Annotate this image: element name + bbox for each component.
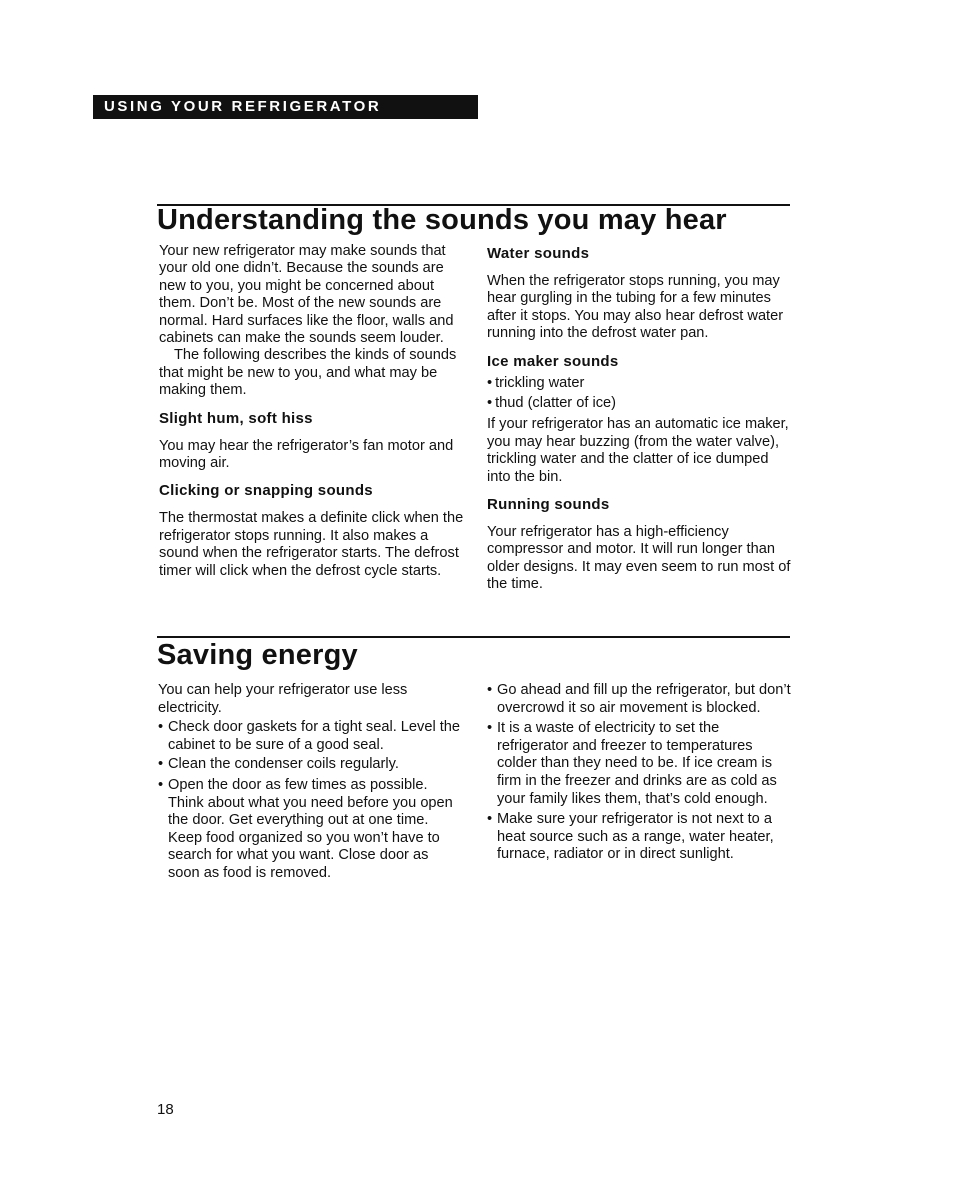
energy-top-rule [157,636,790,638]
ice-bullet-list [487,375,792,413]
water-heading: Water sounds [487,245,590,262]
page-number: 18 [157,1101,174,1118]
sounds-title: Understanding the sounds you may hear [157,204,727,236]
energy-intro: You can help your refrigerator use less electricity. [158,682,408,716]
hum-text: You may hear the refrigerator’s fan motor and moving air. [159,437,454,472]
sounds-intro-paragraph-2: The following describes the kinds of sounds that might be new to you, and what may be making them. [159,347,457,399]
hum-heading: Slight hum, soft hiss [159,409,313,427]
sounds-left-column [159,243,465,580]
water-text: When the refrigerator stops running, you may hear gurgling in the tubing for a few minutes after it stops. You may also hear defrost water running into the defrost water pan. [487,273,784,342]
clicking-text: The thermostat makes a definite click when the refrigerator stops running. It also makes a sound when the refrigerator starts. The defrost timer will click when the defrost cycle starts. [159,510,464,579]
section-banner: USING YOUR REFRIGERATOR [93,95,478,119]
list-item: • Go ahead and fill up the refrigerator, but don’t overcrowd it so air movement is blocked. [487,682,792,717]
list-item: • Check door gaskets for a tight seal. Level the cabinet to be sure of a good seal. [158,719,463,754]
list-item: • Clean the condenser coils regularly. [158,756,463,774]
energy-right-bullets [487,682,792,864]
energy-left-column [158,682,463,883]
clicking-heading: Clicking or snapping sounds [159,482,373,500]
sounds-right-column [487,245,792,594]
list-item: • It is a waste of electricity to set the refrigerator and freezer to temperatures colder than they need to be. If ice cream is firm in the freezer and drinks are as cold as your family likes them, that’s cold enough. [487,720,792,808]
energy-left-bullets [158,719,463,882]
running-text: Your refrigerator has a high-efficiency compressor and motor. It will run longer than older designs. It may even seem to run most of the time. [487,524,791,593]
list-item: • trickling water [487,375,792,392]
ice-heading: Ice maker sounds [487,352,619,370]
list-item: • Open the door as few times as possible. Think about what you need before you open the door. Get everything out at one time. Keep food organized so you won’t have to search for what you want. Close door as soon as food is removed. [158,777,463,883]
list-item: • thud (clatter of ice) [487,395,792,412]
energy-title: Saving energy [157,639,358,671]
ice-text: If your refrigerator has an automatic ice maker, you may hear buzzing (from the water valve), trickling water and the clatter of ice dumped into the bin. [487,416,789,485]
running-heading: Running sounds [487,496,610,514]
energy-right-column [487,682,792,864]
sounds-intro-paragraph-1: Your new refrigerator may make sounds that your old one didn’t. Because the sounds are new to you, you might be concerned about them. Don’t be. Most of the new sounds are normal. Hard surfaces like the floor, walls and cabinets can make the sounds seem louder. [159,243,454,347]
list-item: • Make sure your refrigerator is not next to a heat source such as a range, water heater, furnace, radiator or in direct sunlight. [487,811,792,864]
